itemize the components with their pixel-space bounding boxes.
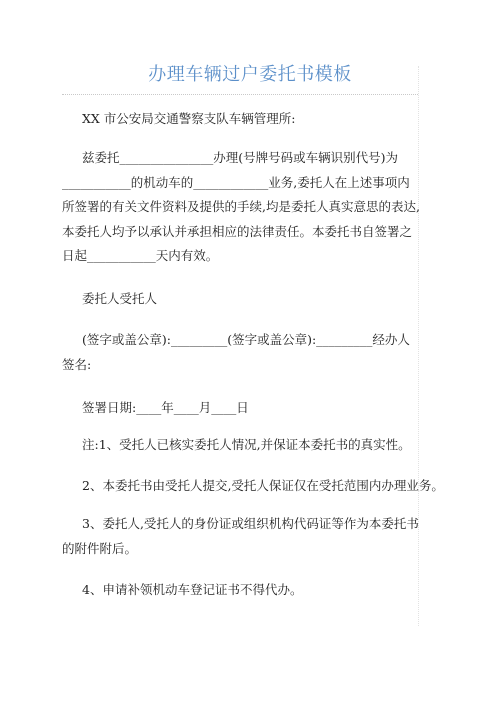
note-item-4: 4、申请补领机动车登记证书不得代办。 — [82, 582, 303, 597]
title-divider — [62, 94, 418, 95]
note-item-2: 2、本委托书由受托人提交,受托人保证仅在受托范围内办理业务。 — [82, 478, 444, 493]
parties-line: 委托人受托人 — [82, 291, 158, 306]
body-paragraph: 兹委托_______________办理(号牌号码或车辆识别代号)为___________的机动车的____________业务,委托人在上述事项内所签署的有关文件资料及提供的手续,均是委托人真实意思的表达,本委托人均予以承认并承担相应的法律责任。本委托书自签署之日起___________天内有效。 — [62, 150, 420, 263]
addressee-line: XX 市公安局交通警察支队车辆管理所: — [82, 111, 296, 126]
note-item-1: 注:1、受托人已核实委托人情况,并保证本委托书的真实性。 — [82, 437, 411, 452]
page-title: 办理车辆过户委托书模板 — [148, 64, 352, 85]
signature-line: (签字或盖公章):_________(签字或盖公章):_________经办人签名: — [62, 332, 410, 372]
note-item-3: 3、委托人,受托人的身份证或组织机构代码证等作为本委托书的附件附后。 — [62, 516, 419, 556]
date-line: 签署日期:____年____月____日 — [82, 400, 249, 415]
